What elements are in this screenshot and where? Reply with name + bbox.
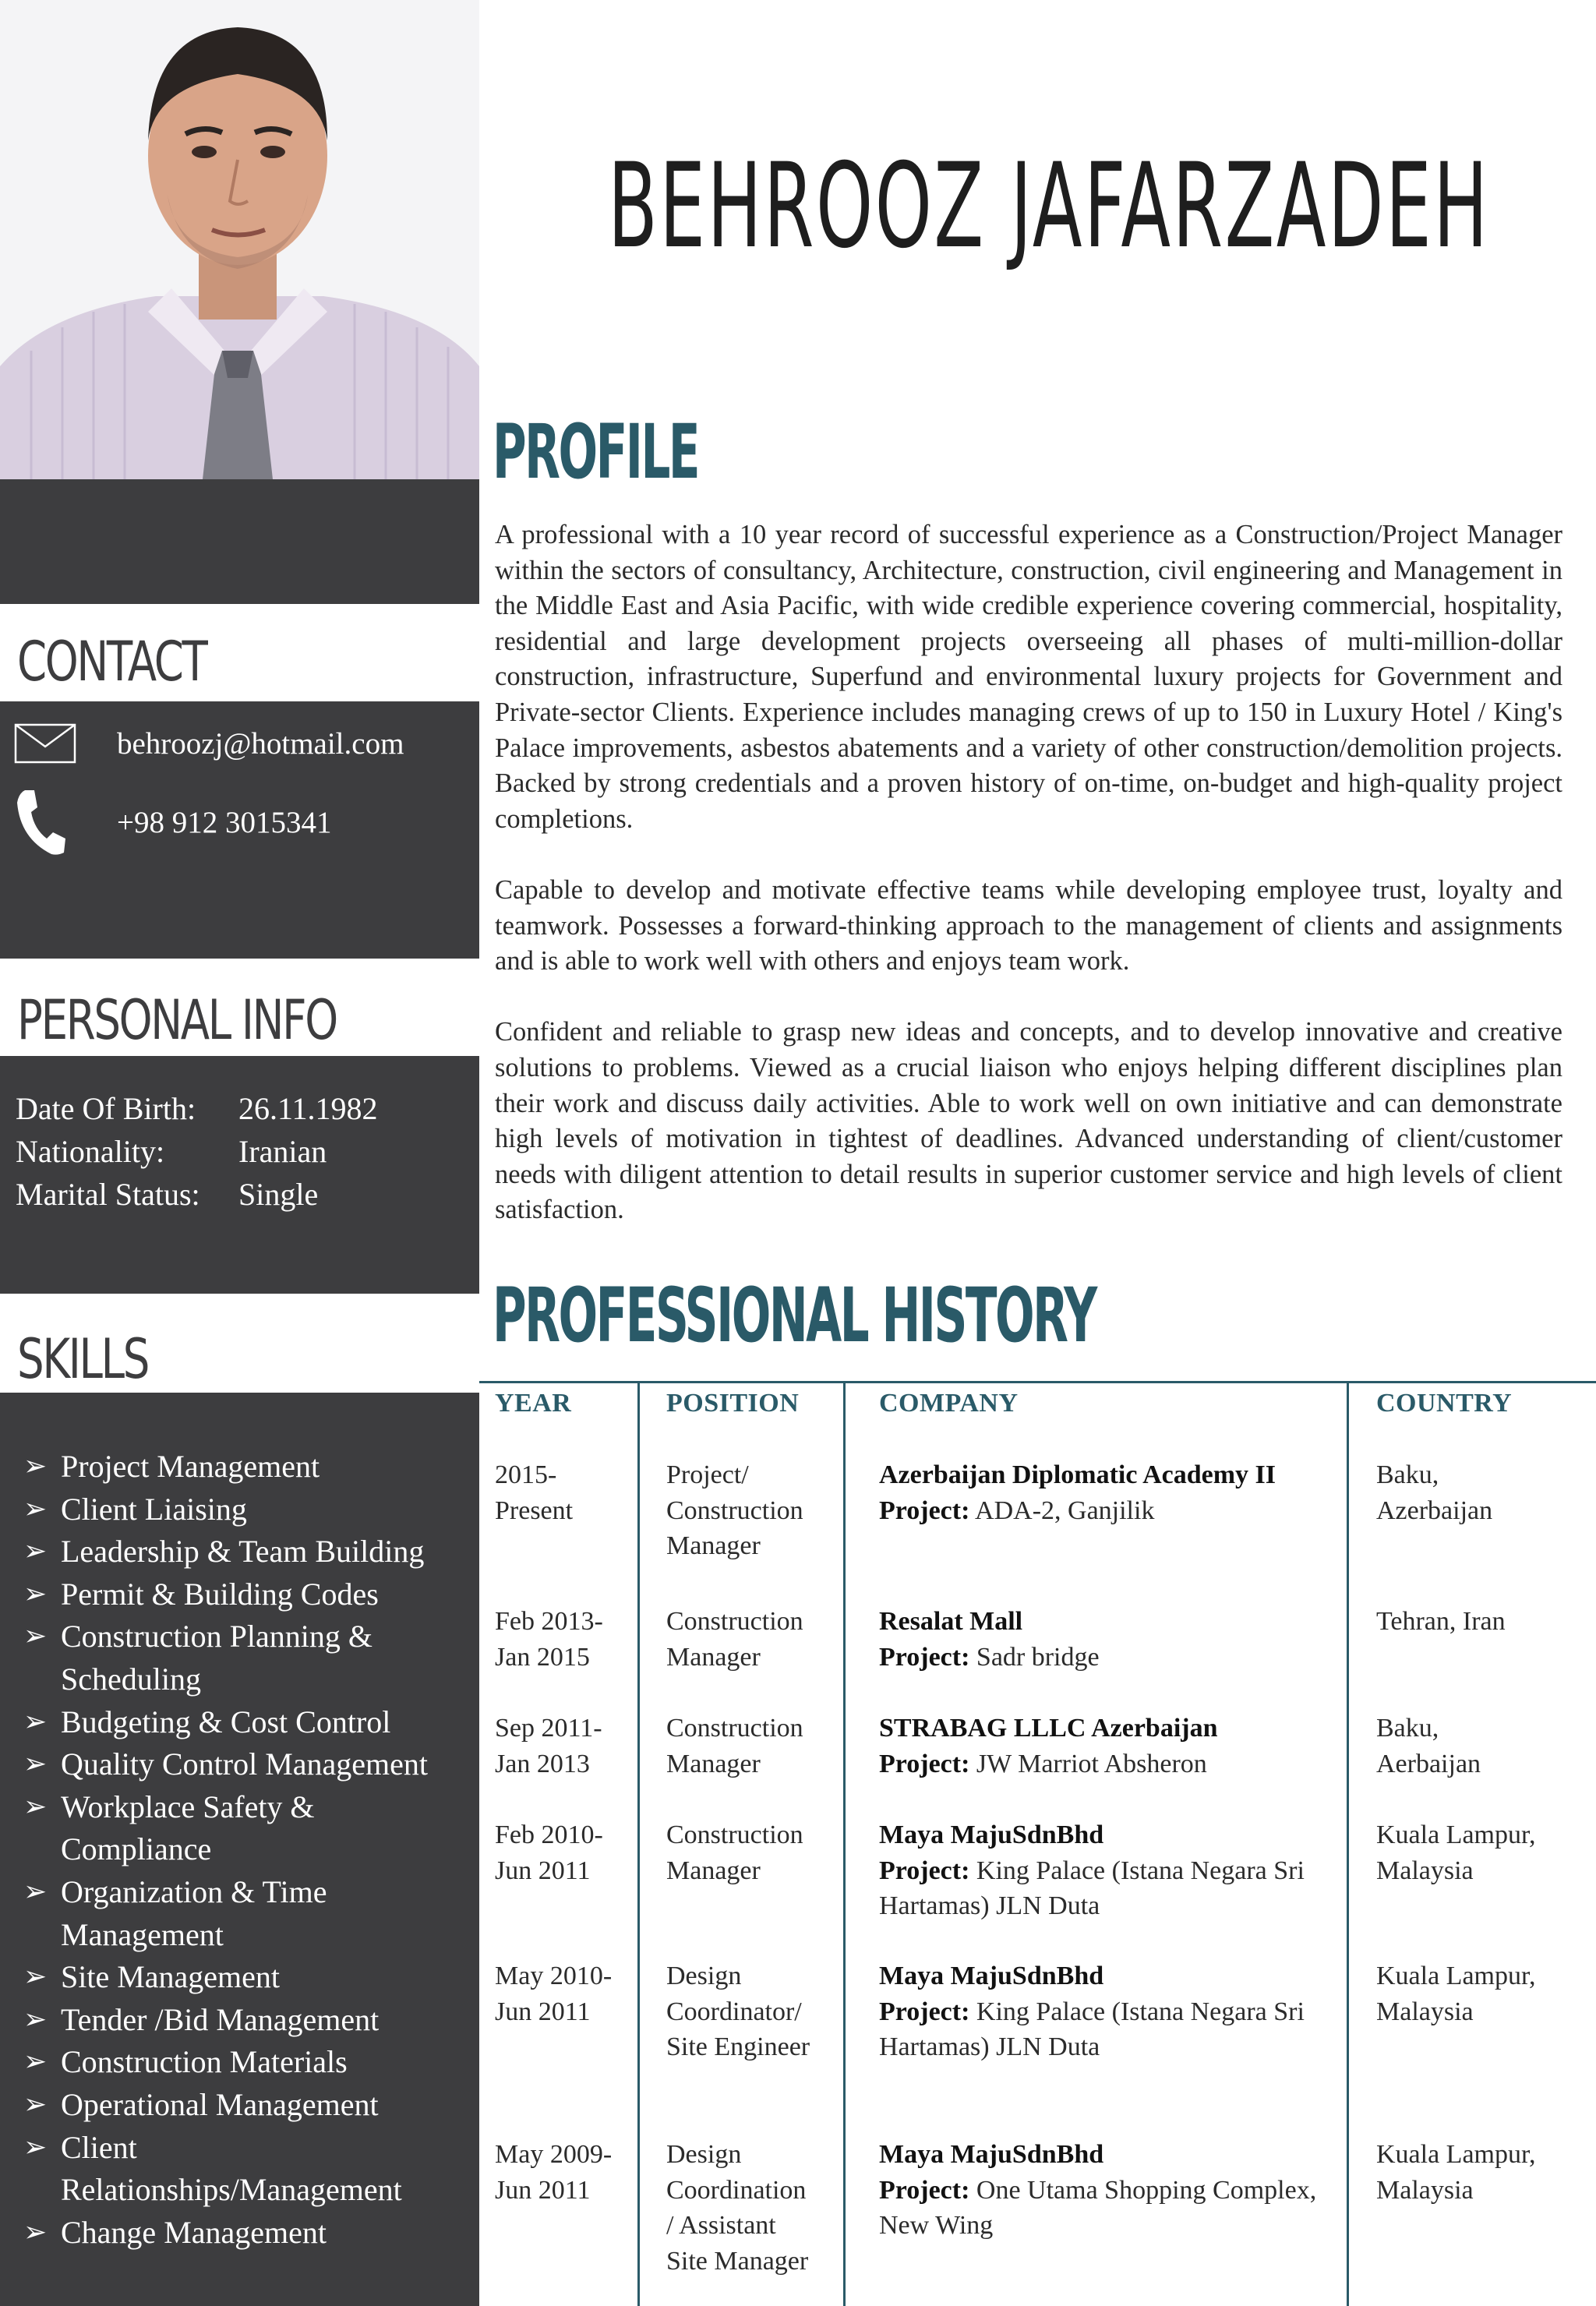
skill-item: ➢ Change Management bbox=[23, 2212, 475, 2255]
year-cell: Feb 2010- Jun 2011 bbox=[495, 1820, 603, 1885]
project-name: King Palace (Istana Negara Sri Hartamas) JLN Duta bbox=[879, 1856, 1305, 1921]
skill-item: ➢ Organization & Time Management bbox=[23, 1871, 475, 1956]
arrow-bullet-icon: ➢ bbox=[23, 1961, 48, 1993]
personal-info-panel bbox=[0, 1056, 479, 1294]
project-line bbox=[879, 2173, 1347, 2244]
skill-item: ➢ Tender /Bid Management bbox=[23, 1999, 475, 2042]
marital-value: Single bbox=[238, 1177, 319, 1212]
year-cell: Sep 2011- Jan 2013 bbox=[495, 1714, 602, 1778]
skill-item: ➢ Leadership & Team Building bbox=[23, 1531, 475, 1573]
history-table bbox=[479, 1381, 1596, 2306]
column-divider bbox=[1347, 1381, 1349, 2306]
year-cell: May 2010- Jun 2011 bbox=[495, 1962, 613, 2026]
profile-paragraph: Capable to develop and motivate effective teams while developing employee trust, loyalty and teamwork. Possesses a forward-thinking approach to the management of clients and assignments and is able to work well with others and enjoys team work. bbox=[495, 874, 1562, 976]
project-name: One Utama Shopping Complex, New Wing bbox=[879, 2175, 1317, 2241]
company-name: STRABAG LLLC Azerbaijan bbox=[879, 1714, 1218, 1743]
phone-row bbox=[0, 791, 479, 853]
skill-item: ➢ Budgeting & Cost Control bbox=[23, 1701, 475, 1744]
project-label: Project: bbox=[879, 1496, 970, 1525]
arrow-bullet-icon: ➢ bbox=[23, 1492, 48, 1525]
profile-paragraph: A professional with a 10 year record of successful experience as a Construction/Project Manager within the sectors of consultancy, Architecture, construction, civil engineering and Management in the Middle East and Asia Pacific, with wide credible experience covering commercial, hospitality, residential and large development projects overseeing all phases of multi-million-dollar construction, infrastructure, Superfund and environmental luxury projects for Government and Private-sector Clients. Experience includes managing crews of up to 150 in Luxury Hotel / King's Palace improvements, asbestos abatements and a variety of other construction/demolition projects. Backed by strong credentials and a proven history of on-time, on-budget and high-quality project completions. bbox=[495, 520, 1562, 834]
project-line bbox=[879, 1853, 1347, 1924]
company-cell bbox=[879, 1711, 1347, 1782]
project-label: Project: bbox=[879, 2175, 970, 2205]
header-country: COUNTRY bbox=[1376, 1389, 1513, 1418]
skills-list bbox=[23, 1446, 475, 2254]
skill-item: ➢ Project Management bbox=[23, 1446, 475, 1488]
project-label: Project: bbox=[879, 1642, 970, 1672]
contact-heading: CONTACT bbox=[17, 630, 207, 694]
country-cell: Tehran, Iran bbox=[1376, 1607, 1506, 1636]
phone-icon bbox=[0, 787, 117, 857]
company-name: Resalat Mall bbox=[879, 1607, 1023, 1636]
email-link[interactable]: behroozj@hotmail.com bbox=[117, 726, 404, 761]
skill-item: ➢ Quality Control Management bbox=[23, 1743, 475, 1786]
header-position: POSITION bbox=[666, 1389, 800, 1418]
arrow-bullet-icon: ➢ bbox=[23, 1535, 48, 1568]
country-cell: Kuala Lampur, Malaysia bbox=[1376, 2140, 1536, 2205]
sidebar bbox=[0, 0, 479, 2306]
arrow-bullet-icon: ➢ bbox=[23, 2046, 48, 2078]
nationality-row: Nationality: Iranian bbox=[16, 1130, 378, 1173]
skill-item: ➢ Workplace Safety & Compliance bbox=[23, 1786, 475, 1871]
personal-info-list bbox=[16, 1087, 378, 1216]
project-label: Project: bbox=[879, 1749, 970, 1778]
sidebar-band bbox=[0, 479, 479, 604]
project-label: Project: bbox=[879, 1856, 970, 1885]
company-cell bbox=[879, 1958, 1347, 2065]
arrow-bullet-icon: ➢ bbox=[23, 1577, 48, 1610]
year-cell: 2015- Present bbox=[495, 1460, 574, 1525]
skill-item: ➢ Construction Planning & Scheduling bbox=[23, 1616, 475, 1700]
position-cell: Construction Manager bbox=[666, 1714, 803, 1778]
history-heading: PROFESSIONAL HISTORY bbox=[493, 1272, 1096, 1359]
nationality-value: Iranian bbox=[238, 1134, 327, 1169]
project-name: Sadr bridge bbox=[976, 1642, 1100, 1672]
personal-info-heading: PERSONAL INFO bbox=[17, 988, 337, 1052]
skill-item: ➢ Construction Materials bbox=[23, 2041, 475, 2084]
company-name: Azerbaijan Diplomatic Academy II bbox=[879, 1460, 1276, 1489]
column-divider bbox=[637, 1381, 640, 2306]
company-name: Maya MajuSdnBhd bbox=[879, 1962, 1104, 1990]
arrow-bullet-icon: ➢ bbox=[23, 1748, 48, 1781]
skill-item: ➢ Client Relationships/Management bbox=[23, 2127, 475, 2212]
year-cell: May 2009- Jun 2011 bbox=[495, 2140, 613, 2205]
company-cell bbox=[879, 1604, 1347, 1675]
arrow-bullet-icon: ➢ bbox=[23, 1620, 48, 1653]
company-cell bbox=[879, 1817, 1347, 1924]
contact-panel bbox=[0, 701, 479, 959]
position-cell: Construction Manager bbox=[666, 1607, 803, 1672]
country-cell: Kuala Lampur, Malaysia bbox=[1376, 1820, 1536, 1885]
arrow-bullet-icon: ➢ bbox=[23, 2131, 48, 2163]
year-cell: Feb 2013- Jan 2015 bbox=[495, 1607, 603, 1672]
position-cell: Design Coordination / Assistant Site Manager bbox=[666, 2140, 809, 2276]
profile-heading: PROFILE bbox=[493, 408, 699, 496]
profile-paragraph: Confident and reliable to grasp new ideas and concepts, and to develop innovative and creative solutions to problems. Viewed as a crucial liaison who enjoys helping different disciplines plan their work and discuss daily activities. Able to work well on own initiative and can demonstrate high levels of motivation in tightest of deadlines. Advanced understanding of client/customer needs with diligent attention to detail results in superior customer service and high levels of client satisfaction. bbox=[495, 1017, 1562, 1225]
country-cell: Baku, Aerbaijan bbox=[1376, 1714, 1481, 1778]
dob-row: Date Of Birth: 26.11.1982 bbox=[16, 1087, 378, 1130]
project-name: King Palace (Istana Negara Sri Hartamas) JLN Duta bbox=[879, 1997, 1305, 2062]
position-cell: Project/ Construction Manager bbox=[666, 1460, 803, 1561]
arrow-bullet-icon: ➢ bbox=[23, 2003, 48, 2036]
project-name: ADA-2, Ganjilik bbox=[975, 1496, 1155, 1525]
arrow-bullet-icon: ➢ bbox=[23, 2216, 48, 2248]
arrow-bullet-icon: ➢ bbox=[23, 1450, 48, 1482]
company-cell bbox=[879, 1457, 1347, 1528]
skill-item: ➢ Site Management bbox=[23, 1956, 475, 1999]
country-cell: Baku, Azerbaijan bbox=[1376, 1460, 1493, 1525]
company-name: Maya MajuSdnBhd bbox=[879, 1820, 1104, 1849]
header-company: COMPANY bbox=[879, 1389, 1019, 1418]
project-name: JW Marriot Absheron bbox=[976, 1749, 1207, 1778]
candidate-name: BEHROOZ JAFARZADEH bbox=[608, 139, 1490, 274]
email-row bbox=[0, 712, 479, 775]
company-cell bbox=[879, 2137, 1347, 2244]
dob-value: 26.11.1982 bbox=[238, 1091, 378, 1126]
skill-item: ➢ Permit & Building Codes bbox=[23, 1573, 475, 1616]
project-line bbox=[879, 1746, 1347, 1782]
arrow-bullet-icon: ➢ bbox=[23, 1790, 48, 1823]
envelope-icon bbox=[0, 723, 117, 764]
project-label: Project: bbox=[879, 1997, 970, 2026]
column-divider bbox=[843, 1381, 846, 2306]
arrow-bullet-icon: ➢ bbox=[23, 1875, 48, 1908]
skills-heading: SKILLS bbox=[17, 1327, 149, 1391]
profile-photo bbox=[0, 0, 479, 479]
phone-number: +98 912 3015341 bbox=[117, 805, 332, 839]
position-cell: Design Coordinator/ Site Engineer bbox=[666, 1962, 810, 2062]
skill-item: ➢ Operational Management bbox=[23, 2084, 475, 2127]
project-line bbox=[879, 1994, 1347, 2065]
skill-item: ➢ Client Liaising bbox=[23, 1488, 475, 1531]
header-year: YEAR bbox=[495, 1389, 572, 1418]
position-cell: Construction Manager bbox=[666, 1820, 803, 1885]
arrow-bullet-icon: ➢ bbox=[23, 1705, 48, 1738]
marital-row: Marital Status: Single bbox=[16, 1173, 378, 1216]
company-name: Maya MajuSdnBhd bbox=[879, 2140, 1104, 2169]
project-line bbox=[879, 1640, 1347, 1676]
country-cell: Kuala Lampur, Malaysia bbox=[1376, 1962, 1536, 2026]
project-line bbox=[879, 1493, 1347, 1529]
profile-text bbox=[495, 517, 1562, 1263]
arrow-bullet-icon: ➢ bbox=[23, 2088, 48, 2121]
